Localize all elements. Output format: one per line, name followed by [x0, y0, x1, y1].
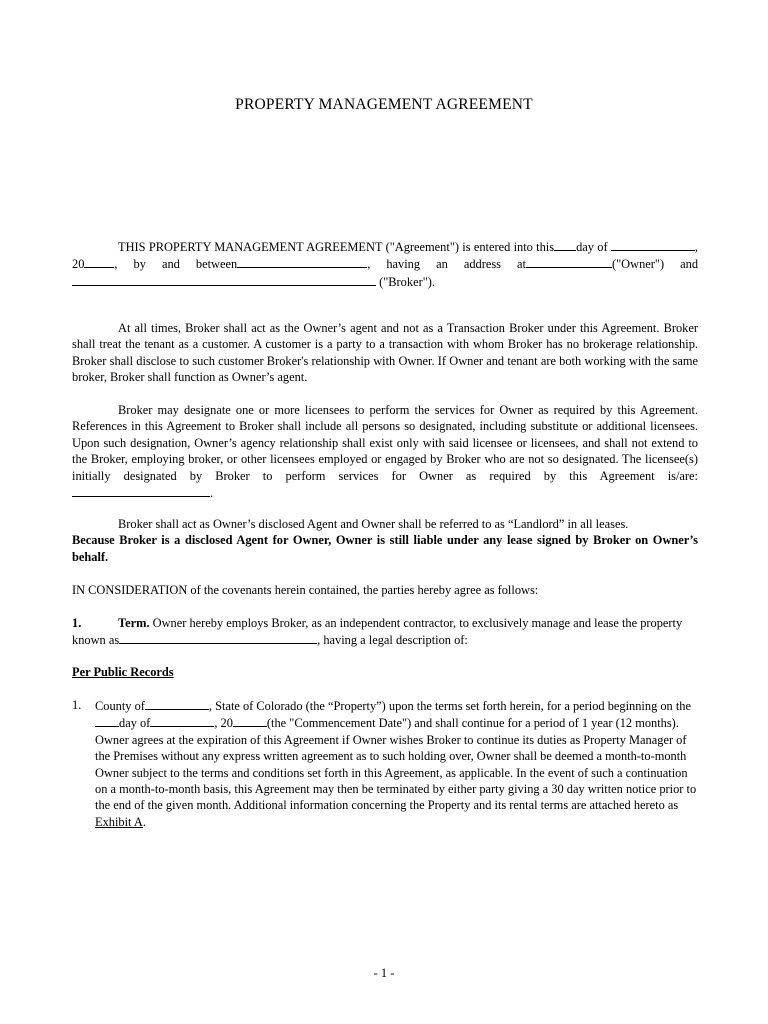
exhibit-a-link[interactable]: Exhibit A: [95, 814, 143, 829]
blank-owner-name[interactable]: [237, 255, 367, 268]
intro-paragraph: [72, 238, 698, 290]
list-item-1: [72, 697, 698, 830]
blank-month[interactable]: [611, 238, 695, 251]
list-1-text-d: , 20: [214, 716, 233, 731]
blank-county[interactable]: [145, 697, 209, 710]
consideration-paragraph: [72, 582, 698, 598]
blank-property-known-as[interactable]: [119, 631, 317, 644]
per-public-records-heading: Per Public Records: [72, 665, 174, 679]
blank-day[interactable]: [554, 238, 576, 251]
landlord-paragraph: [72, 516, 698, 565]
section-1: [72, 615, 698, 649]
licensees-text: Broker may designate one or more licensees to perform the services for Owner as required by this Agreement. References in this Agreement to Broker shall include all persons so designated, including substitute or additional licensees. Upon such designation, Owner’s agency relationship shall exist only with said licensee or licensees, and shall not extend to the Broker, employing broker, or other licensees employed or engaged by Broker who are not so designated. The licensee(s) initially designated by Broker to perform services for Owner as required by this Agreement is/are:: [72, 403, 698, 483]
intro-text-b: day of: [576, 240, 608, 254]
list-item-1-number: 1.: [72, 698, 82, 712]
licensees-paragraph: Broker may designate one or more licensees to perform the services for Owner as required by this Agreement. References in this Agreement to Broker shall include all persons so designated, including substitute or additional licensees. Upon such designation, Owner’s agency relationship shall exist only with said licensee or licensees, and shall not extend to the Broker, employing broker, or other licensees employed or engaged by Broker who are not so designated. The licensee(s) initially designated by Broker to perform services for Owner as required by this Agreement is/are: .: [72, 403, 698, 501]
landlord-liability-text: Because Broker is a disclosed Agent for Owner, Owner is still liable under any lease signed by Broker on Owner’s behalf.: [72, 533, 698, 564]
consideration-lead: IN CONSIDERATION: [72, 583, 188, 597]
list-1-end: .: [142, 814, 146, 829]
intro-text-a: THIS PROPERTY MANAGEMENT AGREEMENT ("Agreement") is entered into this: [118, 240, 555, 254]
intro-text-c: , 20: [72, 240, 698, 272]
section-1-number: 1.: [72, 616, 82, 630]
section-1-text-a: Owner hereby employs Broker, as an independent contractor, to exclusively manage and lease the property known as: [72, 616, 683, 648]
list-1-text-c: day of: [119, 716, 151, 731]
intro-text-g: and: [680, 257, 699, 272]
document-title: PROPERTY MANAGEMENT AGREEMENT: [235, 96, 533, 113]
agent-paragraph: At all times, Broker shall act as the Owner’s agent and not as a Transaction Broker under this Agreement. Broker shall treat the tenant as a customer. A customer is a party to a transaction with whom Broker has no brokerage relationship. Broker shall disclose to such customer Broker's relationship with Owner. If Owner and tenant are both working with the same broker, Broker shall function as Owner’s agent.: [72, 321, 698, 385]
list-1-text-b: , State of Colorado (the “Property”) upon the terms set forth herein, for a period beginning on the: [208, 699, 691, 713]
list-1-text-a: County of: [95, 699, 145, 713]
blank-year[interactable]: [84, 255, 114, 268]
intro-text-e: , having an address at: [367, 257, 526, 272]
list-1-text-e: (the "Commencement Date") and shall continue for a period of 1 year (12 months). Owner agrees at the expiration of this Agreement if Owner wishes Broker to continue its duties as Property Manager of the Premises without any express written agreement as to such holding over, Owner shall be deemed a month-to-month Owner subject to the terms and conditions set forth in this Agreement, as applicable. In the event of such a continuation on a month-to-month basis, this Agreement may then be terminated by either party giving a 30 day written notice prior to the end of the given month. Additional information concerning the Property and its rental terms are attached hereto as: [95, 716, 697, 813]
intro-text-h: ("Broker").: [379, 274, 435, 289]
blank-broker-name[interactable]: [72, 273, 376, 286]
consideration-text: of the covenants herein contained, the parties hereby agree as follows:: [187, 583, 539, 597]
intro-text-d: , by and between: [114, 257, 238, 272]
blank-licensees[interactable]: [72, 484, 210, 497]
section-1-text-b: , having a legal description of:: [317, 633, 468, 648]
landlord-text: Broker shall act as Owner’s disclosed Agent and Owner shall be referred to as “Landlord” in all leases.: [118, 517, 629, 531]
intro-text-f: ("Owner"): [611, 257, 665, 272]
blank-commencement-month[interactable]: [150, 714, 214, 727]
blank-commencement-day[interactable]: [95, 714, 119, 727]
section-1-heading: Term.: [118, 616, 150, 630]
blank-commencement-year[interactable]: [233, 714, 267, 727]
page-number: - 1 -: [373, 966, 395, 980]
blank-owner-address[interactable]: [526, 255, 612, 268]
